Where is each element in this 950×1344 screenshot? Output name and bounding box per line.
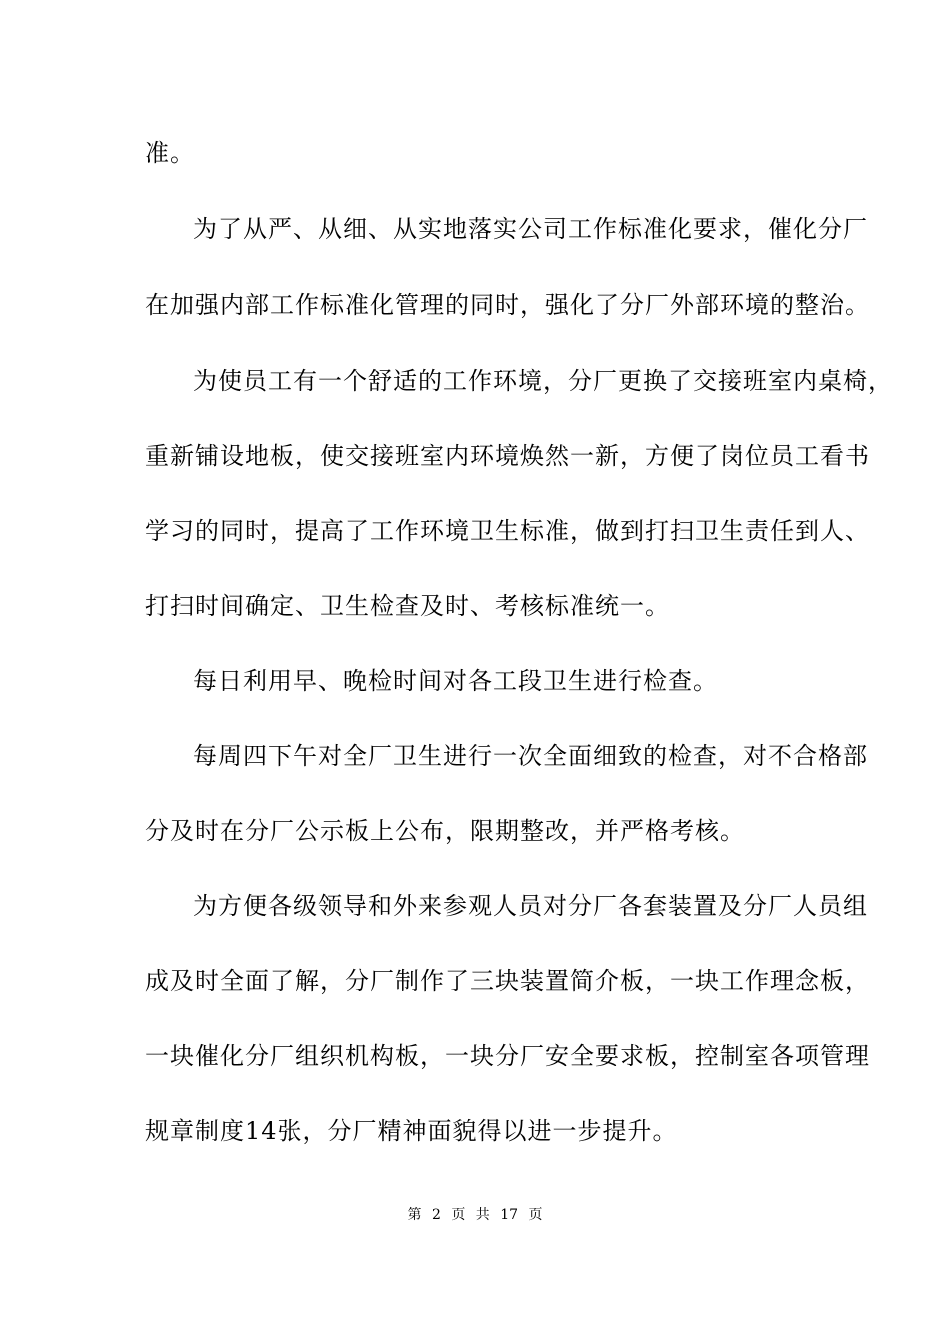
paragraph-3-line-2: 重新铺设地板，使交接班室内环境焕然一新，方便了岗位员工看书 xyxy=(145,442,870,470)
footer-current-page: 2 xyxy=(431,1207,441,1223)
footer-total-pages: 17 xyxy=(500,1207,519,1223)
paragraph-4-line-1: 每日利用早、晚检时间对各工段卫生进行检查。 xyxy=(193,667,718,695)
paragraph-1-line-1: 准。 xyxy=(145,139,195,167)
paragraph-3-line-4: 打扫时间确定、卫生检查及时、考核标准统一。 xyxy=(145,592,670,620)
footer-suffix: 页 xyxy=(528,1207,543,1223)
paragraph-6-line-2: 成及时全面了解，分厂制作了三块装置简介板，一块工作理念板， xyxy=(145,967,870,995)
paragraph-5-line-1: 每周四下午对全厂卫生进行一次全面细致的检查，对不合格部 xyxy=(193,742,868,770)
footer-mid: 页 xyxy=(451,1207,466,1223)
page-footer xyxy=(0,1206,950,1224)
paragraph-6-line-3: 一块催化分厂组织机构板，一块分厂安全要求板，控制室各项管理 xyxy=(145,1042,870,1070)
paragraph-2-line-1: 为了从严、从细、从实地落实公司工作标准化要求，催化分厂 xyxy=(193,215,868,243)
paragraph-3-line-1: 为使员工有一个舒适的工作环境，分厂更换了交接班室内桌椅， xyxy=(193,367,893,395)
paragraph-5-line-2: 分及时在分厂公示板上公布，限期整改，并严格考核。 xyxy=(145,817,745,845)
paragraph-6-line-4: 规章制度14张，分厂精神面貌得以进一步提升。 xyxy=(145,1117,678,1145)
footer-prefix: 第 xyxy=(407,1207,422,1223)
paragraph-2-line-2: 在加强内部工作标准化管理的同时，强化了分厂外部环境的整治。 xyxy=(145,291,870,319)
footer-total-label: 共 xyxy=(475,1207,490,1223)
paragraph-6-line-1: 为方便各级领导和外来参观人员对分厂各套装置及分厂人员组 xyxy=(193,892,868,920)
paragraph-3-line-3: 学习的同时，提高了工作环境卫生标准，做到打扫卫生责任到人、 xyxy=(145,517,870,545)
